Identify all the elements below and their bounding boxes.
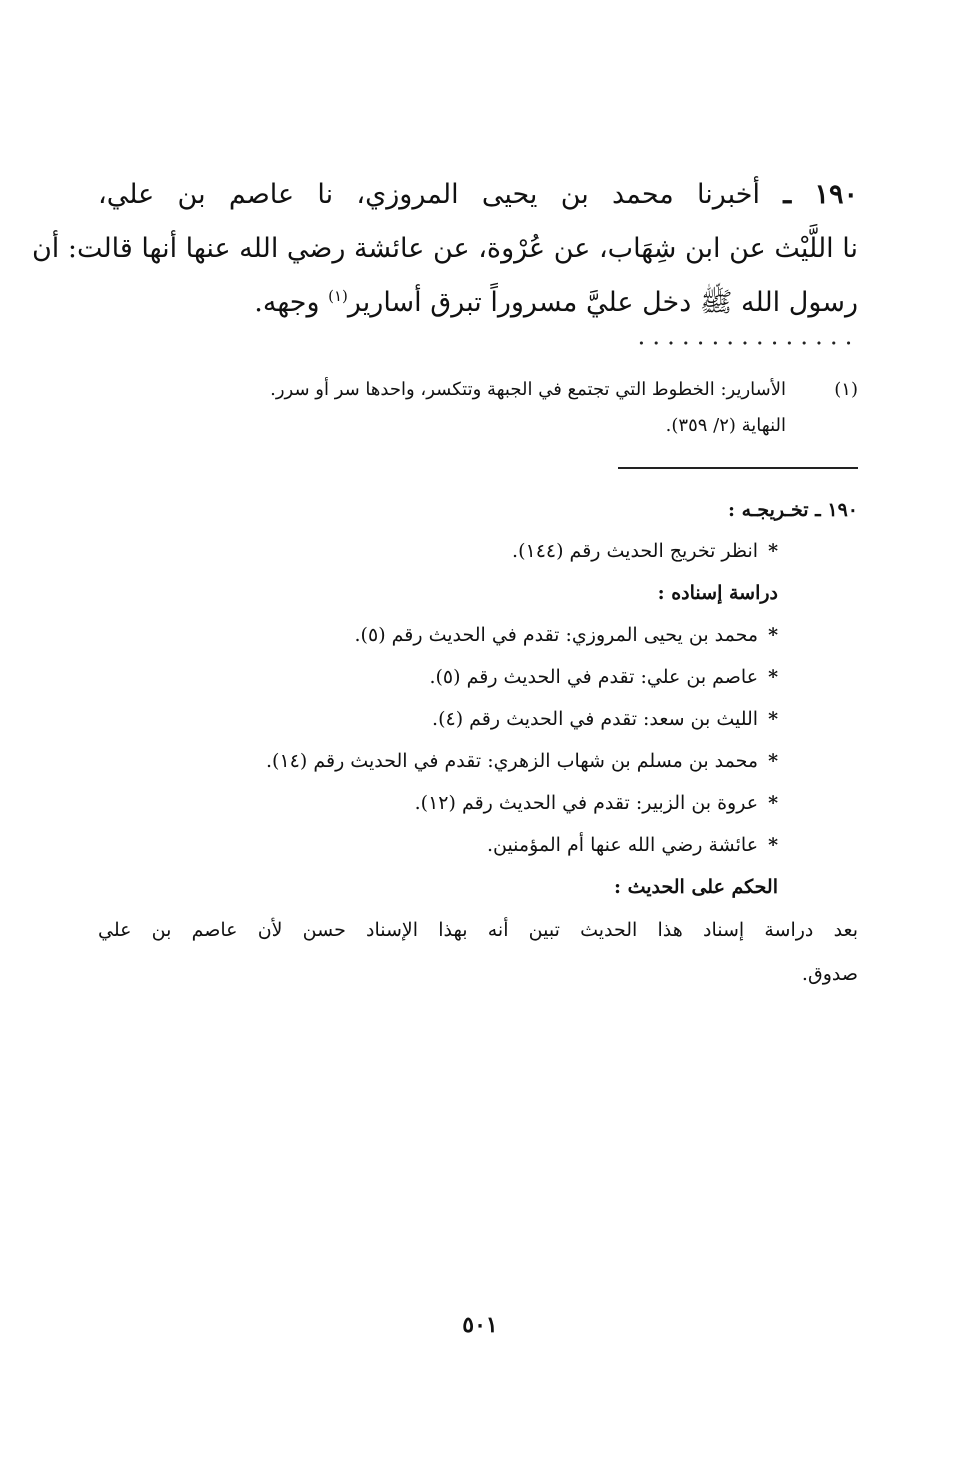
takhrij-reference: انظر تخريج الحديث رقم (١٤٤). <box>512 540 759 562</box>
page-number: ٥٠١ <box>462 1312 498 1338</box>
bullet-star-icon: * <box>768 540 778 562</box>
narrator-item <box>98 782 778 824</box>
footnote-reference: (١) <box>328 287 348 305</box>
takhrij-number: ١٩٠ <box>827 499 858 521</box>
narrator-item <box>98 698 778 740</box>
narrator-item <box>98 656 778 698</box>
hadith-line-1-text: أخبرنا محمد بن يحيى المروزي، نا عاصم بن علي، <box>98 179 760 210</box>
bullet-star-icon: * <box>768 708 778 730</box>
hadith-dash: ـ <box>783 179 792 210</box>
narrator-text: محمد بن يحيى المروزي: تقدم في الحديث رقم (٥). <box>354 624 759 646</box>
hukm-line-1: بعد دراسة إسناد هذا الحديث تبين أنه بهذا الإسناد حسن لأن عاصم بن علي <box>98 919 858 941</box>
hadith-line-1 <box>98 168 858 222</box>
takhrij-dash: ـ <box>815 499 821 521</box>
narrator-item <box>98 614 778 656</box>
bullet-star-icon: * <box>768 834 778 856</box>
footnote-line-1: الأسارير: الخطوط التي تجتمع في الجبهة وتتكسر، واحدها سر أو سرر. <box>270 379 786 400</box>
hadith-line-3 <box>98 276 858 330</box>
narrator-item <box>98 824 778 866</box>
takhrij-reference-item <box>98 530 778 572</box>
bullet-star-icon: * <box>768 792 778 814</box>
section-rule <box>618 467 858 469</box>
hukm-line-2: صدوق. <box>801 963 858 985</box>
narrator-text: عاصم بن علي: تقدم في الحديث رقم (٥). <box>429 666 759 688</box>
bullet-star-icon: * <box>768 750 778 772</box>
dotted-separator <box>634 338 856 348</box>
takhrij-section <box>98 490 858 996</box>
narrator-text: عروة بن الزبير: تقدم في الحديث رقم (١٢). <box>414 792 759 814</box>
narrator-text: عائشة رضي الله عنها أم المؤمنين. <box>486 834 759 856</box>
takhrij-title <box>98 490 858 530</box>
takhrij-body <box>98 530 778 908</box>
hadith-text <box>31 168 858 330</box>
bullet-star-icon: * <box>768 666 778 688</box>
narrator-text: الليث بن سعد: تقدم في الحديث رقم (٤). <box>432 708 759 730</box>
hukm-paragraph <box>98 908 858 996</box>
hadith-number: ١٩٠ <box>814 179 858 210</box>
narrator-text: محمد بن مسلم بن شهاب الزهري: تقدم في الحديث رقم (١٤). <box>266 750 759 772</box>
bullet-star-icon: * <box>768 624 778 646</box>
footnote-marker: (١) <box>834 379 858 400</box>
hadith-line-3-text: رسول الله ﷺ دخل عليَّ مسروراً تبرق أسارير <box>347 287 858 318</box>
hadith-line-3-end: وجهه. <box>254 287 329 318</box>
narrator-item <box>98 740 778 782</box>
footnote-line-2: النهاية (٢/ ٣٥٩). <box>665 415 786 436</box>
hukm-heading: الحكم على الحديث : <box>613 876 778 898</box>
footnote-body <box>98 372 786 444</box>
isnad-heading: دراسة إسناده : <box>657 582 778 604</box>
footnote <box>98 372 858 444</box>
takhrij-title-text: تخـريجـه : <box>728 499 809 521</box>
hadith-line-2: نا اللَّيْث عن ابن شِهَاب، عن عُرْوة، عن عائشة رضي الله عنها أنها قالت: أن <box>31 233 858 264</box>
